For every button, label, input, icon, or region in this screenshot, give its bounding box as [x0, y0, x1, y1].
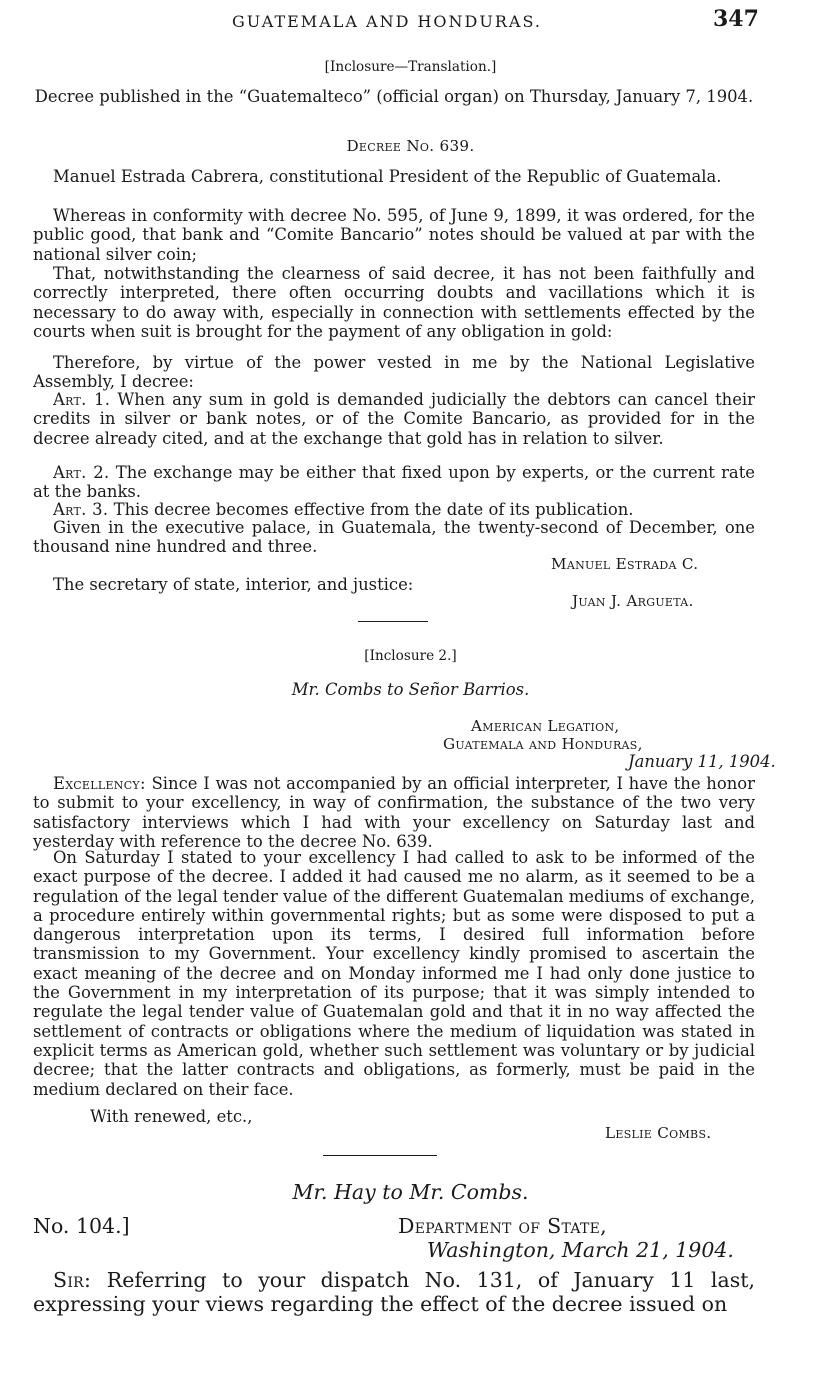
paragraph-text: Referring to your dispatch No. 131, of January 11 last, expressing your views regarding the effect of the decree issued on	[33, 1268, 755, 1316]
article-label: Art. 3.	[53, 500, 109, 519]
decree-intro: Decree published in the “Guatemalteco” (official organ) on Thursday, January 7, 1904.	[34, 87, 754, 106]
page-number: 347	[713, 6, 759, 32]
signature-combs: Leslie Combs.	[605, 1124, 712, 1142]
decree-paragraph: Manuel Estrada Cabrera, constitutional President of the Republic of Guatemala.	[53, 167, 722, 186]
address-line: American Legation,	[471, 717, 620, 735]
paragraph-text: Since I was not accompanied by an official interpreter, I have the honor to submit to your excellency, in way of confirmation, the substance of the two very satisfactory interviews which I had with your excellency on Saturday last and yesterday with reference to the decree No. 639.	[33, 774, 755, 851]
decree-article	[33, 500, 755, 519]
signature-president: Manuel Estrada C.	[551, 555, 699, 573]
running-title: GUATEMALA AND HONDURAS.	[232, 12, 542, 31]
secretary-line: The secretary of state, interior, and justice:	[53, 575, 414, 594]
enclosure-label: [Inclosure—Translation.]	[324, 59, 497, 75]
article-text: When any sum in gold is demanded judicially the debtors can cancel their credits in silver or bank notes, or of the Comite Bancario, as provided for in the decree already cited, and at the exchange that gold has in relation to silver.	[33, 390, 756, 448]
letter-date: January 11, 1904.	[628, 752, 776, 771]
decree-article	[33, 390, 755, 448]
letter-paragraph	[33, 774, 755, 851]
decree-paragraph: That, notwithstanding the clearness of said decree, it has not been faithfully and correctly interpreted, there often occurring doubts and vacillations which it is necessary to do away with, especially in connection with settlements effected by the courts when suit is brought for the payment of any obligation in gold:	[33, 264, 755, 341]
decree-title: Decree No. 639.	[346, 137, 475, 155]
section-divider	[323, 1155, 437, 1156]
decree-paragraph: Whereas in conformity with decree No. 595, of June 9, 1899, it was ordered, for the public good, that bank and “Comite Bancario” notes should be valued at par with the national silver coin;	[33, 206, 755, 264]
decree-given: Given in the executive palace, in Guatemala, the twenty-second of December, one thousand nine hundred and three.	[33, 518, 755, 557]
decree-article	[33, 463, 755, 502]
letter-heading: Mr. Hay to Mr. Combs.	[292, 1180, 529, 1204]
letter-heading: Mr. Combs to Señor Barrios.	[291, 680, 530, 699]
decree-paragraph: Therefore, by virtue of the power vested in me by the National Legislative Assembly, I decree:	[33, 353, 755, 392]
letter-paragraph	[33, 1268, 755, 1316]
signature-secretary: Juan J. Argueta.	[572, 592, 694, 610]
salutation: Excellency:	[53, 774, 146, 793]
article-label: Art. 2.	[53, 463, 110, 482]
letter-paragraph: On Saturday I stated to your excellency I had called to ask to be informed of the exact purpose of the decree. I added it had caused me no alarm, as it seemed to be a regulation of the legal tender value of the different Guatemalan mediums of exchange, a procedure entirely within governmental rights; but as some were disposed to put a dangerous interpretation upon its terms, I desired full information before transmission to my Government. Your excellency kindly promised to ascertain the exact meaning of the decree and on Monday informed me I had only done justice to the Government in my interpretation of its purpose; that it was simply intended to regulate the legal tender value of Guatemalan gold and that it in no way affected the settlement of contracts or obligations where the medium of liquidation was stated in explicit terms as American gold, whether such settlement was voluntary or by judicial decree; that the latter contracts and obligations, as formerly, must be paid in the medium declared on their face.	[33, 848, 755, 1099]
salutation: Sir:	[53, 1268, 92, 1292]
article-label: Art. 1.	[53, 390, 111, 409]
section-divider	[358, 621, 428, 622]
address-line: Guatemala and Honduras,	[443, 735, 643, 753]
place-date: Washington, March 21, 1904.	[427, 1238, 734, 1262]
closing: With renewed, etc.,	[90, 1107, 253, 1126]
enclosure-label: [Inclosure 2.]	[364, 648, 457, 664]
article-text: This decree becomes effective from the date of its publication.	[113, 500, 634, 519]
article-text: The exchange may be either that fixed upon by experts, or the current rate at the banks.	[33, 463, 755, 502]
department-line: Department of State,	[398, 1214, 607, 1238]
dispatch-number: No. 104.]	[33, 1214, 130, 1238]
